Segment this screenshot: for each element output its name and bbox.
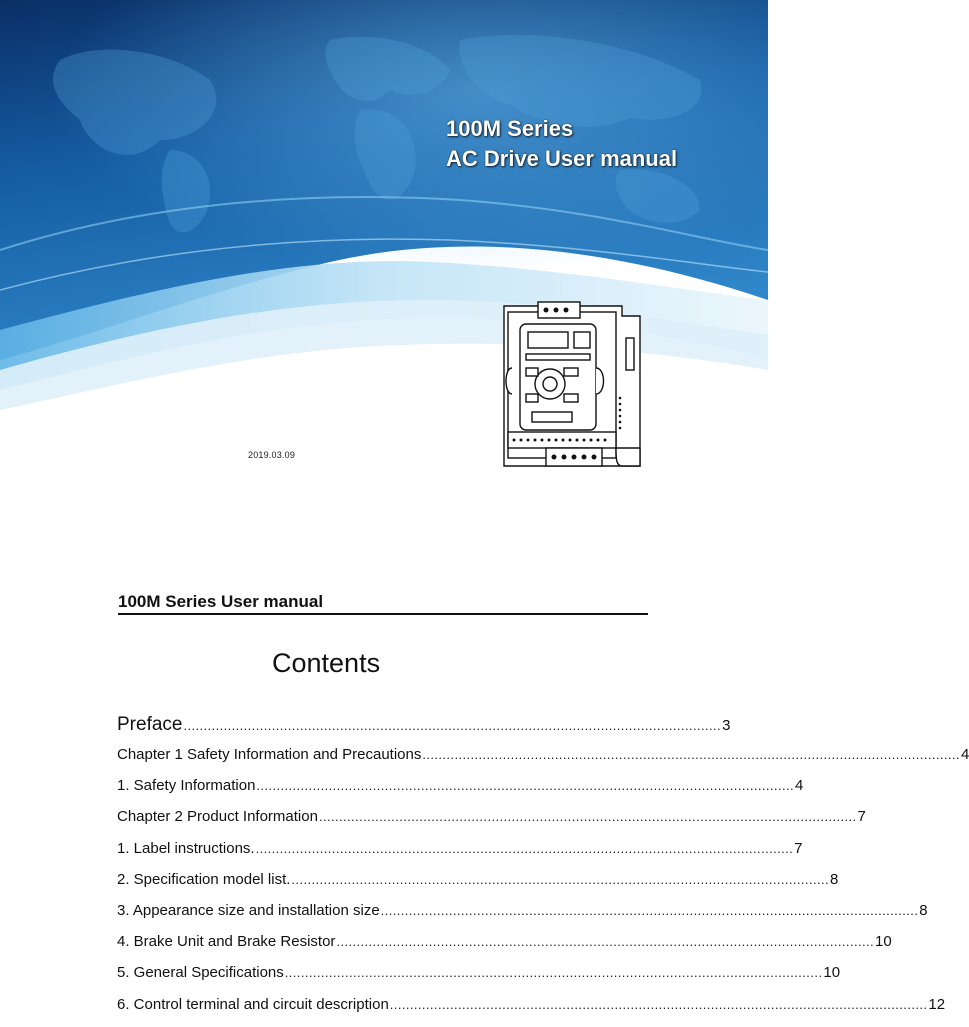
toc-entry-label: 2. Specification model list. [117, 870, 291, 888]
toc-entry-label: 4. Brake Unit and Brake Resistor [117, 933, 336, 951]
toc-entry-label: Chapter 2 Product Information [117, 808, 318, 826]
toc-entry-page: 8 [830, 870, 839, 888]
toc-entry-page: 4 [795, 777, 804, 795]
toc-entry[interactable] [117, 901, 928, 933]
toc-entry-label: 5. General Specifications [117, 964, 284, 982]
toc-entry[interactable] [117, 870, 839, 902]
table-of-contents [117, 714, 969, 1027]
toc-leader-dots: ...................................................................................................................................... [256, 778, 794, 794]
toc-entry-page: 7 [794, 839, 803, 857]
toc-entry-label: 6. Control terminal and circuit description [117, 995, 389, 1013]
toc-entry-page: 10 [823, 964, 841, 982]
toc-leader-dots: ...................................................................................................................................... [291, 871, 830, 887]
toc-leader-dots: ...................................................................................................................................... [318, 809, 857, 825]
cover-banner [0, 0, 768, 500]
cover-title-line1: 100M Series [446, 116, 574, 141]
toc-leader-dots: ...................................................................................................................................... [422, 747, 960, 762]
toc-entry-page: 4 [960, 746, 969, 763]
toc-entry-label: 1. Safety Information [117, 777, 256, 795]
toc-entry[interactable] [117, 933, 892, 964]
toc-entry[interactable] [117, 746, 969, 777]
manual-heading: 100M Series User manual [118, 592, 324, 611]
toc-leader-dots: ...................................................................................................................................... [255, 840, 794, 856]
toc-entry[interactable] [117, 839, 803, 871]
toc-entry[interactable] [117, 995, 946, 1027]
toc-entry[interactable] [117, 808, 866, 839]
toc-entry-label: Preface [117, 714, 183, 735]
toc-entry[interactable] [117, 777, 804, 808]
toc-entry-page: 12 [928, 995, 946, 1013]
toc-entry-label: 1. Label instructions. [117, 839, 255, 857]
toc-entry-page: 7 [857, 808, 866, 826]
toc-entry[interactable] [117, 964, 841, 995]
cover-date: 2019.03.09 [248, 450, 296, 460]
toc-entry[interactable] [117, 714, 731, 746]
cover-title-line2: AC Drive User manual [446, 146, 678, 171]
toc-entry-label: Chapter 1 Safety Information and Precautions [117, 746, 422, 763]
toc-leader-dots: ...................................................................................................................................... [389, 996, 928, 1012]
cover-title [446, 114, 677, 174]
contents-title: Contents [272, 648, 381, 678]
toc-entry-page: 8 [919, 901, 928, 919]
toc-entry-label: 3. Appearance size and installation size [117, 901, 380, 919]
toc-leader-dots: ...................................................................................................................................... [183, 718, 722, 733]
toc-leader-dots: ...................................................................................................................................... [380, 902, 919, 918]
toc-entry-page: 3 [722, 717, 731, 734]
toc-leader-dots: ...................................................................................................................................... [284, 965, 823, 981]
ac-drive-product-image [490, 298, 654, 476]
toc-leader-dots: ...................................................................................................................................... [336, 934, 875, 950]
heading-divider [118, 613, 648, 615]
toc-entry-page: 10 [875, 933, 892, 951]
